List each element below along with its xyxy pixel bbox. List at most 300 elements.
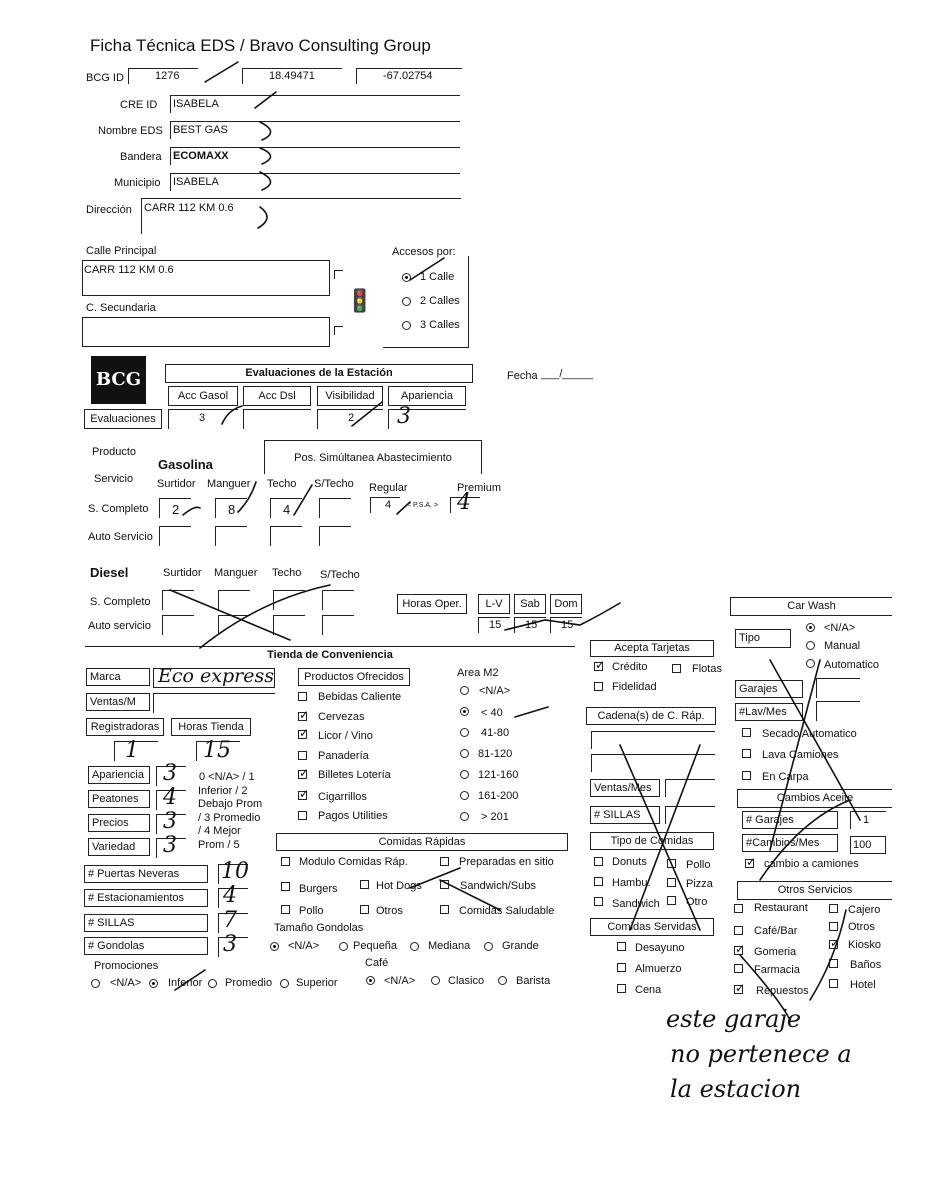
note-line-3: la estacion [670,1075,802,1103]
longitude-value: -67.02754 [383,70,433,82]
dsl-col-surtidor: Surtidor [163,567,202,579]
cigarrillos-label: Cigarrillos [318,791,367,803]
hotel-label: Hotel [850,979,876,991]
fidelidad-checkbox[interactable] [594,682,603,691]
cafe-bar-checkbox[interactable] [734,926,743,935]
page-title: Ficha Técnica EDS / Bravo Consulting Group [90,36,431,55]
tipo-comidas-header: Tipo de Comidas [590,832,714,850]
bandera-label: Bandera [120,151,162,163]
sandwich-tc-checkbox[interactable] [594,897,603,906]
cafe-label: Café [365,957,389,969]
repuestos-label: Repuestos [756,985,809,997]
comidas-rapidas-header: Comidas Rápidas [276,833,568,851]
marca-label: Marca [86,668,150,686]
stroke-area-check [515,707,548,717]
calle-principal-value: CARR 112 KM 0.6 [84,264,174,276]
area-option-5: 161-200 [478,790,519,802]
promo-radio-promedio[interactable] [208,979,217,988]
gas-col-regular: Regular [369,482,408,494]
horas-dom-field[interactable] [550,617,582,633]
gas-regular-field[interactable] [370,497,400,513]
cadena-sillas-field[interactable] [665,806,715,824]
municipio-label: Municipio [114,177,161,189]
area-radio-5[interactable] [460,791,469,800]
gondolas-field[interactable] [218,932,248,957]
cafe-option-barista: Barista [516,975,551,987]
promo-option-superior: Superior [296,977,338,989]
horas-tienda-label: Horas Tienda [171,718,251,736]
licor-label: Licor / Vino [318,730,373,742]
cajero-checkbox[interactable] [829,904,838,913]
carwash-garajes-label: Garajes [735,680,803,698]
gsize-radio-mediana[interactable] [410,942,419,951]
apariencia-label: Apariencia [88,766,150,784]
accesos-option-1: 1 Calle [420,271,455,283]
horas-lv-value: 15 [489,619,502,631]
fecha-label: Fecha [507,370,538,382]
puertas-value: 10 [221,859,249,884]
pos-simultanea-header: Pos. Simúltanea Abastecimiento [264,440,482,474]
cadena-field-2[interactable] [591,754,715,772]
donuts-checkbox[interactable] [594,857,603,866]
precios-field[interactable] [156,809,186,834]
cena-label: Cena [635,984,662,996]
gas-s-completo-label: S. Completo [88,503,149,515]
eval-visibilidad-field[interactable] [317,409,383,429]
pollo-cr-checkbox[interactable] [281,905,290,914]
gas-sc-techo-value: 4 [283,502,291,517]
billetes-checkbox[interactable] [298,770,307,779]
kiosko-label: Kiosko [848,939,882,951]
direccion-field[interactable] [141,198,461,234]
carwash-lav-label: #Lav/Mes [735,703,803,721]
registradoras-label: Registradoras [86,718,164,736]
eval-acc-gasol-value: 3 [199,412,206,424]
pizza-checkbox[interactable] [667,878,676,887]
pizza-label: Pizza [686,878,713,890]
cadena-field-1[interactable] [591,731,715,749]
promo-radio-inferior[interactable] [149,979,158,988]
carwash-radio-auto[interactable] [806,659,815,668]
carwash-garajes-field[interactable] [816,678,860,698]
banos-checkbox[interactable] [829,959,838,968]
hotdogs-checkbox[interactable] [360,880,369,889]
gas-as-manguer[interactable] [215,526,247,546]
scale-line-2: Inferior / 2 [198,785,248,797]
registradoras-value: 1 [125,738,139,763]
nombre-field[interactable] [170,121,460,139]
dsl-sc-manguer[interactable] [218,590,250,610]
saludable-label: Comidas Saludable [459,905,555,917]
cadena-ventas-field[interactable] [665,779,715,797]
scale-line-4: / 3 Promedio [198,812,261,824]
scale-line-3: Debajo Prom [198,798,263,810]
bebidas-label: Bebidas Caliente [318,691,402,703]
cambio-camiones-label: cambio a camiones [764,858,859,870]
gas-sc-manguer[interactable] [215,498,247,518]
eval-visibilidad-value: 2 [348,412,355,424]
flotas-checkbox[interactable] [672,664,681,673]
gas-premium-value: 4 [457,490,471,515]
area-option-1: < 40 [481,707,503,719]
gsize-radio-na[interactable] [270,942,279,951]
ventas-m-label: Ventas/M [86,693,150,711]
gas-col-premium: Premium [457,482,502,494]
eval-apariencia-field[interactable] [388,404,466,429]
cafe-option-clasico: Clasico [448,975,485,987]
cafe-bar-label: Café/Bar [754,925,798,937]
dsl-sc-surtidor[interactable] [162,590,194,610]
cervezas-checkbox[interactable] [298,712,307,721]
gomeria-label: Gomeria [754,946,797,958]
sandwich-tc-label: Sandwich [612,898,660,910]
promo-option-inferior: Inferior [168,977,203,989]
bandera-value: ECOMAXX [173,150,229,162]
producto-label: Producto [92,446,137,458]
farmacia-label: Farmacia [754,964,800,976]
repuestos-checkbox[interactable] [734,985,743,994]
carwash-option-na: <N/A> [824,622,856,634]
estacionamientos-value: 4 [223,883,237,908]
area-option-3: 81-120 [478,748,513,760]
area-option-6: > 201 [481,811,509,823]
restaurant-label: Restaurant [754,902,808,914]
eval-acc-dsl-field[interactable] [243,409,311,429]
estacionamientos-field[interactable] [218,883,248,908]
tienda-sillas-field[interactable] [218,908,248,933]
precios-label: Precios [88,814,150,832]
gas-sc-techo[interactable] [270,498,302,518]
horas-col-lv: L-V [478,594,510,614]
area-option-4: 121-160 [478,769,519,781]
pagos-checkbox[interactable] [298,811,307,820]
variedad-label: Variedad [88,838,150,856]
gomeria-checkbox[interactable] [734,946,743,955]
horas-oper-label: Horas Oper. [397,594,467,614]
gsize-option-pequena: Pequeña [353,940,398,952]
gasolina-title: Gasolina [158,457,213,472]
otro-tc-label: Otro [686,896,708,908]
gas-as-s-techo[interactable] [319,526,351,546]
dsl-auto-label: Auto servicio [88,620,151,632]
bebidas-checkbox[interactable] [298,692,307,701]
dsl-col-techo: Techo [272,567,302,579]
carwash-tipo-label: Tipo [735,629,791,648]
eval-col-apariencia: Apariencia [388,386,466,406]
stroke-otros-2 [810,910,846,1000]
bcg-logo: BCG [91,356,146,404]
marca-field[interactable] [153,665,275,688]
hambu-label: Hambu. [612,877,651,889]
panaderia-label: Panadería [318,750,369,762]
dsl-col-s-techo: S/Techo [320,569,360,581]
peatones-value: 4 [163,785,177,810]
gas-sc-surtidor[interactable] [159,498,191,518]
secado-checkbox[interactable] [742,728,751,737]
gas-premium-field[interactable] [450,490,480,515]
cafe-radio-clasico[interactable] [431,976,440,985]
desayuno-checkbox[interactable] [617,942,626,951]
peatones-label: Peatones [88,790,150,808]
hambu-checkbox[interactable] [594,877,603,886]
traffic-light-icon: 🚦 [346,288,374,313]
cadena-sillas-label: # SILLAS [590,806,660,824]
gsize-radio-pequena[interactable] [339,942,348,951]
saludable-checkbox[interactable] [440,905,449,914]
otros-label: Otros [848,921,875,933]
horas-col-sab: Sab [514,594,546,614]
dsl-sc-techo[interactable] [273,590,305,610]
accesos-option-2: 2 Calles [420,295,460,307]
area-option-0: <N/A> [479,685,511,697]
modulo-checkbox[interactable] [281,857,290,866]
gsize-option-mediana: Mediana [428,940,471,952]
cafe-radio-na[interactable] [366,976,375,985]
bcg-id-label: BCG ID [86,72,124,84]
cambios-mes-value: 100 [853,839,872,851]
cre-id-field[interactable] [170,95,460,113]
cambios-mes-label: #Cambios/Mes [742,834,838,852]
carwash-radio-manual[interactable] [806,641,815,650]
area-option-2: 41-80 [481,727,510,739]
apariencia-field[interactable] [156,761,186,786]
en-carpa-checkbox[interactable] [742,771,751,780]
en-carpa-label: En Carpa [762,771,809,783]
area-radio-6[interactable] [460,812,469,821]
promo-option-promedio: Promedio [225,977,273,989]
pollo-tc-checkbox[interactable] [667,859,676,868]
eval-col-visibilidad: Visibilidad [317,386,383,406]
longitude-field[interactable] [356,68,462,84]
cervezas-label: Cervezas [318,711,365,723]
hotdogs-label: Hot Dogs [376,880,422,892]
direccion-value: CARR 112 KM 0.6 [144,202,234,214]
psa-label: < P.S.A. > [407,502,439,509]
bcg-id-value: 1276 [155,70,180,82]
lava-camiones-checkbox[interactable] [742,749,751,758]
accesos-radio-3[interactable] [402,321,411,330]
cambio-camiones-checkbox[interactable] [745,859,754,868]
otros-cr-checkbox[interactable] [360,905,369,914]
gondolas-size-label: Tamaño Gondolas [274,922,364,934]
promo-radio-superior[interactable] [280,979,289,988]
burgers-label: Burgers [299,883,338,895]
horas-tienda-value: 15 [203,738,231,763]
tienda-sillas-value: 7 [223,908,237,933]
dsl-as-surtidor[interactable] [162,615,194,635]
carwash-option-manual: Manual [824,640,861,652]
municipio-value: ISABELA [173,176,219,188]
peatones-field[interactable] [156,785,186,810]
stroke-id-slash [205,62,238,82]
comidas-servidas-header: Comidas Servidas [590,918,714,936]
kiosko-checkbox[interactable] [829,940,838,949]
flotas-label: Flotas [692,663,722,675]
dsl-s-completo-label: S. Completo [90,596,151,608]
modulo-label: Modulo Comidas Ráp. [299,856,408,868]
promo-option-na: <N/A> [110,977,142,989]
diesel-title: Diesel [90,565,129,580]
calle-secundaria-field[interactable] [82,317,330,347]
direccion-label: Dirección [86,204,132,216]
otros-checkbox[interactable] [829,922,838,931]
variedad-value: 3 [163,833,177,858]
note-line-2: no pertenece a [670,1040,852,1068]
eval-col-acc-dsl: Acc Dsl [243,386,311,406]
gas-col-surtidor: Surtidor [157,478,196,490]
dsl-col-manguer: Manguer [214,567,258,579]
carwash-lav-field[interactable] [816,701,860,721]
tarjetas-header: Acepta Tarjetas [590,640,714,657]
cadena-header: Cadena(s) de C. Ráp. [586,707,716,725]
gsize-radio-grande[interactable] [484,942,493,951]
estacionamientos-label: # Estacionamientos [84,889,208,907]
burgers-checkbox[interactable] [281,882,290,891]
bandera-field[interactable] [170,147,460,165]
gas-as-techo[interactable] [270,526,302,546]
calle-principal-field[interactable] [82,260,330,296]
licor-checkbox[interactable] [298,730,307,739]
carwash-radio-na[interactable] [806,623,815,632]
horas-col-dom: Dom [550,594,582,614]
calle-secundaria-checkbox[interactable] [334,326,343,335]
fidelidad-label: Fidelidad [612,681,657,693]
pollo-cr-label: Pollo [299,905,324,917]
cre-id-value: ISABELA [173,98,219,110]
accesos-label: Accesos por: [392,246,456,258]
billetes-label: Billetes Lotería [318,769,391,781]
gas-sc-s-techo[interactable] [319,498,351,518]
variedad-field[interactable] [156,833,186,858]
lava-camiones-label: Lava Camiones [762,749,839,761]
latitude-value: 18.49471 [269,70,315,82]
puertas-label: # Puertas Neveras [84,865,208,883]
hotel-checkbox[interactable] [829,979,838,988]
sandwich-label: Sandwich/Subs [460,880,536,892]
accesos-option-3: 3 Calles [420,319,460,331]
carwash-option-auto: Automatico [824,659,880,671]
secado-label: Secado Automatico [762,728,857,740]
scale-line-6: Prom / 5 [198,839,240,851]
desayuno-label: Desayuno [635,942,685,954]
nombre-label: Nombre EDS [98,125,163,137]
latitude-field[interactable] [242,68,342,84]
otros-cr-label: Otros [376,905,403,917]
horas-sab-field[interactable] [514,617,546,633]
gondolas-label: # Gondolas [84,937,208,955]
carwash-header: Car Wash [730,597,892,616]
horas-dom-value: 15 [561,619,574,631]
scale-line-5: / 4 Mejor [198,825,241,837]
tienda-sillas-label: # SILLAS [84,914,208,932]
apariencia-value: 3 [163,761,177,786]
eval-col-acc-gasol: Acc Gasol [168,386,238,406]
calle-principal-label: Calle Principal [86,245,157,257]
credito-label: Crédito [612,661,648,673]
cadena-ventas-label: Ventas/Mes [590,779,660,797]
area-radio-4[interactable] [460,770,469,779]
tienda-header: Tienda de Conveniencia [85,646,575,664]
cena-checkbox[interactable] [617,984,626,993]
cambios-aceite-header: Cambios Aceite [737,789,892,808]
farmacia-checkbox[interactable] [734,964,743,973]
bcg-id-field[interactable] [128,68,198,84]
horas-lv-field[interactable] [478,617,510,633]
area-radio-0[interactable] [460,686,469,695]
dsl-sc-s-techo[interactable] [322,590,354,610]
fecha-value: ___/_____ [541,368,593,380]
cafe-radio-barista[interactable] [498,976,507,985]
accesos-radio-1[interactable] [402,273,411,282]
gas-sc-surtidor-value: 2 [172,502,180,517]
cajero-label: Cajero [848,904,881,916]
puertas-field[interactable] [218,859,249,884]
precios-value: 3 [163,809,177,834]
horas-tienda-field[interactable] [196,738,240,763]
calle-principal-checkbox[interactable] [334,270,343,279]
gas-as-surtidor[interactable] [159,526,191,546]
panaderia-checkbox[interactable] [298,751,307,760]
eval-acc-gasol-field[interactable] [168,409,238,429]
credito-checkbox[interactable] [594,662,603,671]
pagos-label: Pagos Utilities [318,810,388,822]
otros-servicios-header: Otros Servicios [737,881,892,900]
cambios-garajes-label: # Garajes [742,811,838,829]
productos-header: Productos Ofrecidos [298,668,410,686]
gsize-option-grande: Grande [502,940,539,952]
gas-col-s-techo: S/Techo [314,478,354,490]
banos-label: Baños [850,959,882,971]
dsl-as-s-techo[interactable] [322,615,354,635]
cambios-garajes-value: 1 [863,814,870,826]
dsl-as-manguer[interactable] [218,615,250,635]
almuerzo-label: Almuerzo [635,963,682,975]
cambios-garajes-field[interactable] [850,811,886,829]
scale-line-1: 0 <N/A> / 1 [199,771,255,783]
area-radio-3[interactable] [460,749,469,758]
preparadas-checkbox[interactable] [440,857,449,866]
note-line-1: este garaje [666,1005,802,1033]
municipio-field[interactable] [170,173,460,191]
cre-id-label: CRE ID [120,99,158,111]
evaluaciones-header: Evaluaciones de la Estación [165,364,473,383]
servicio-label: Servicio [94,473,134,485]
cafe-option-na: <N/A> [384,975,416,987]
sandwich-checkbox[interactable] [440,880,449,889]
dsl-as-techo[interactable] [273,615,305,635]
area-radio-1[interactable] [460,707,469,716]
gas-col-techo: Techo [267,478,297,490]
promo-radio-na[interactable] [91,979,100,988]
area-title: Area M2 [457,667,499,679]
restaurant-checkbox[interactable] [734,904,743,913]
ventas-m-field[interactable] [153,693,275,713]
area-radio-2[interactable] [460,728,469,737]
accesos-radio-2[interactable] [402,297,411,306]
gondolas-value: 3 [223,932,237,957]
nombre-value: BEST GAS [173,124,228,136]
cigarrillos-checkbox[interactable] [298,791,307,800]
eval-apariencia-value: 3 [397,404,411,429]
registradoras-field[interactable] [114,738,158,763]
gas-auto-label: Auto Servicio [88,531,153,543]
pollo-tc-label: Pollo [686,859,711,871]
almuerzo-checkbox[interactable] [617,963,626,972]
marca-value: Eco express [158,665,274,687]
otro-tc-checkbox[interactable] [667,896,676,905]
calle-secundaria-label: C. Secundaria [86,302,156,314]
cambios-mes-field[interactable] [850,836,886,854]
